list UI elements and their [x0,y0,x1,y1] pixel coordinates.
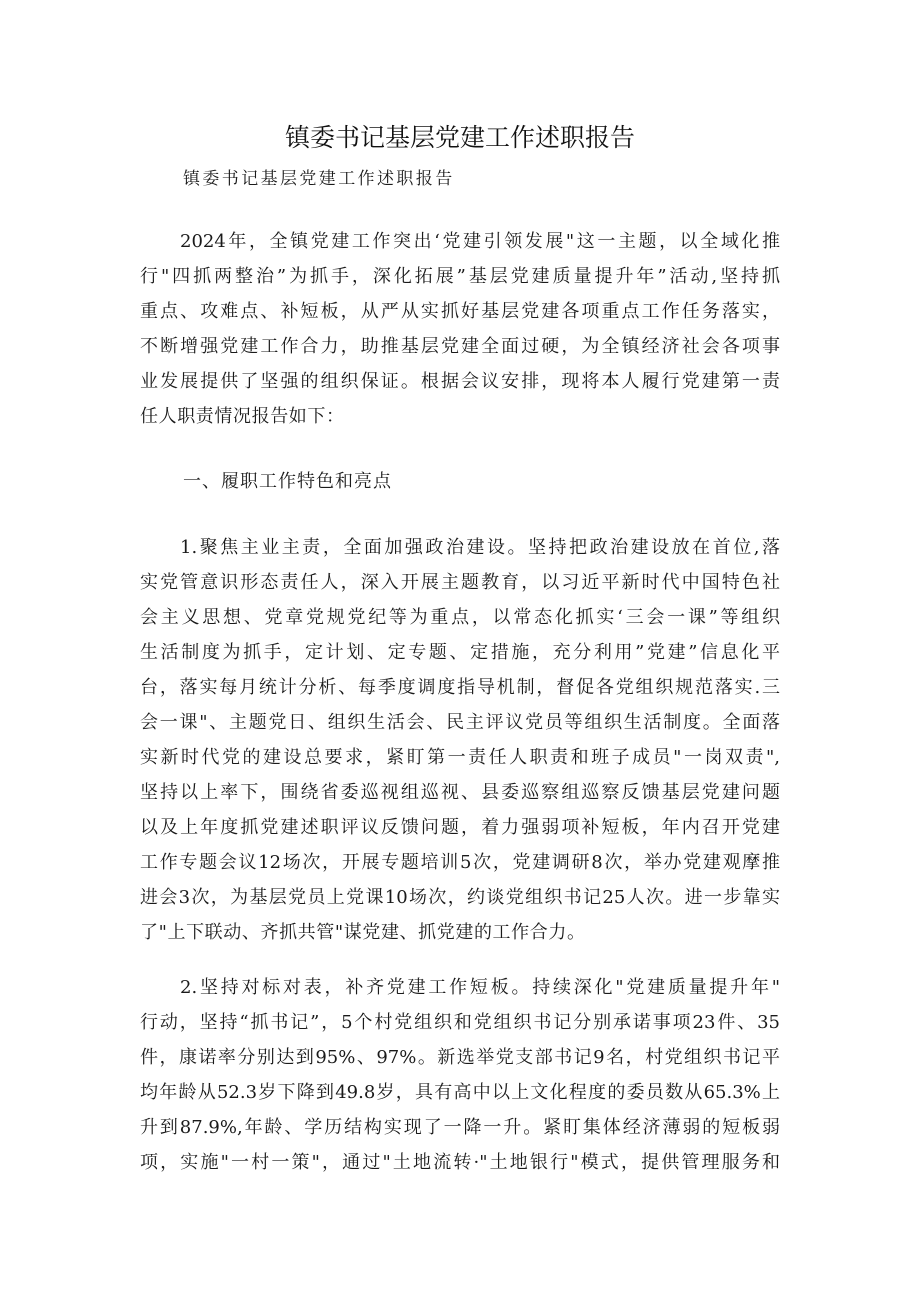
paragraph-line: 会一课"、主题党日、组织生活会、民主评议党员等组织生活制度。全面落 [140,712,780,733]
paragraph-line: 均年龄从52.3岁下降到49.8岁，具有高中以上文化程度的委员数从65.3%上 [140,1082,780,1103]
paragraph-line: 2.坚持对标对表，补齐党建工作短板。持续深化"党建质量提升年" [180,977,780,998]
paragraph-line: 坚持以上率下，围绕省委巡视组巡视、县委巡察组巡察反馈基层党建问题 [140,782,780,803]
document-title: 镇委书记基层党建工作述职报告 [284,123,635,152]
paragraph-line: 实新时代党的建设总要求，紧盯第一责任人职责和班子成员"一岗双责", [140,747,780,768]
paragraph-line: 生活制度为抓手，定计划、定专题、定措施，充分利用”党建”信息化平 [140,642,780,663]
paragraph-line: 项，实施"一村一策"，通过"土地流转·"土地银行"模式，提供管理服务和 [140,1152,780,1173]
paragraph-line: 台，落实每月统计分析、每季度调度指导机制，督促各党组织规范落实.三 [140,677,780,698]
paragraph-line: 件，康诺率分别达到95%、97%。新选举党支部书记9名，村党组织书记平 [140,1047,780,1068]
paragraph-line: 1.聚焦主业主责，全面加强政治建设。坚持把政治建设放在首位,落 [180,537,780,558]
document-subtitle: 镇委书记基层党建工作述职报告 [183,169,455,189]
intro-line: 任人职责情况报告如下： [140,406,345,427]
paragraph-line: 了"上下联动、齐抓共管"谋党建、抓党建的工作合力。 [140,922,586,943]
paragraph-line: 进会3次，为基层党员上党课10场次，约谈党组织书记25人次。进一步靠实 [140,887,780,908]
intro-line: 行"四抓两整治”为抓手，深化拓展”基层党建质量提升年”活动,坚持抓 [140,266,780,287]
paragraph-line: 以及上年度抓党建述职评议反馈问题，着力强弱项补短板，年内召开党建 [140,817,780,838]
paragraph-line: 工作专题会议12场次，开展专题培训5次，党建调研8次，举办党建观摩推 [140,852,780,873]
intro-line: 2024年，全镇党建工作突出‘党建引领发展"这一主题，以全域化推 [180,231,780,252]
paragraph-line: 升到87.9%,年龄、学历结构实现了一降一升。紧盯集体经济薄弱的短板弱 [140,1117,780,1138]
intro-line: 重点、攻难点、补短板，从严从实抓好基层党建各项重点工作任务落实， [140,301,780,322]
intro-line: 业发展提供了坚强的组织保证。根据会议安排，现将本人履行党建第一责 [140,371,780,392]
paragraph-line: 行动，坚持“抓书记”，5个村党组织和党组织书记分别承诺事项23件、35 [140,1012,780,1033]
intro-line: 不断增强党建工作合力，助推基层党建全面过硬，为全镇经济社会各项事 [140,336,780,357]
paragraph-line: 实党管意识形态责任人，深入开展主题教育，以习近平新时代中国特色社 [140,572,780,593]
section-heading: 一、履职工作特色和亮点 [183,471,392,492]
paragraph-line: 会主义思想、党章党规党纪等为重点，以常态化抓实‘三会一课”等组织 [140,607,780,628]
